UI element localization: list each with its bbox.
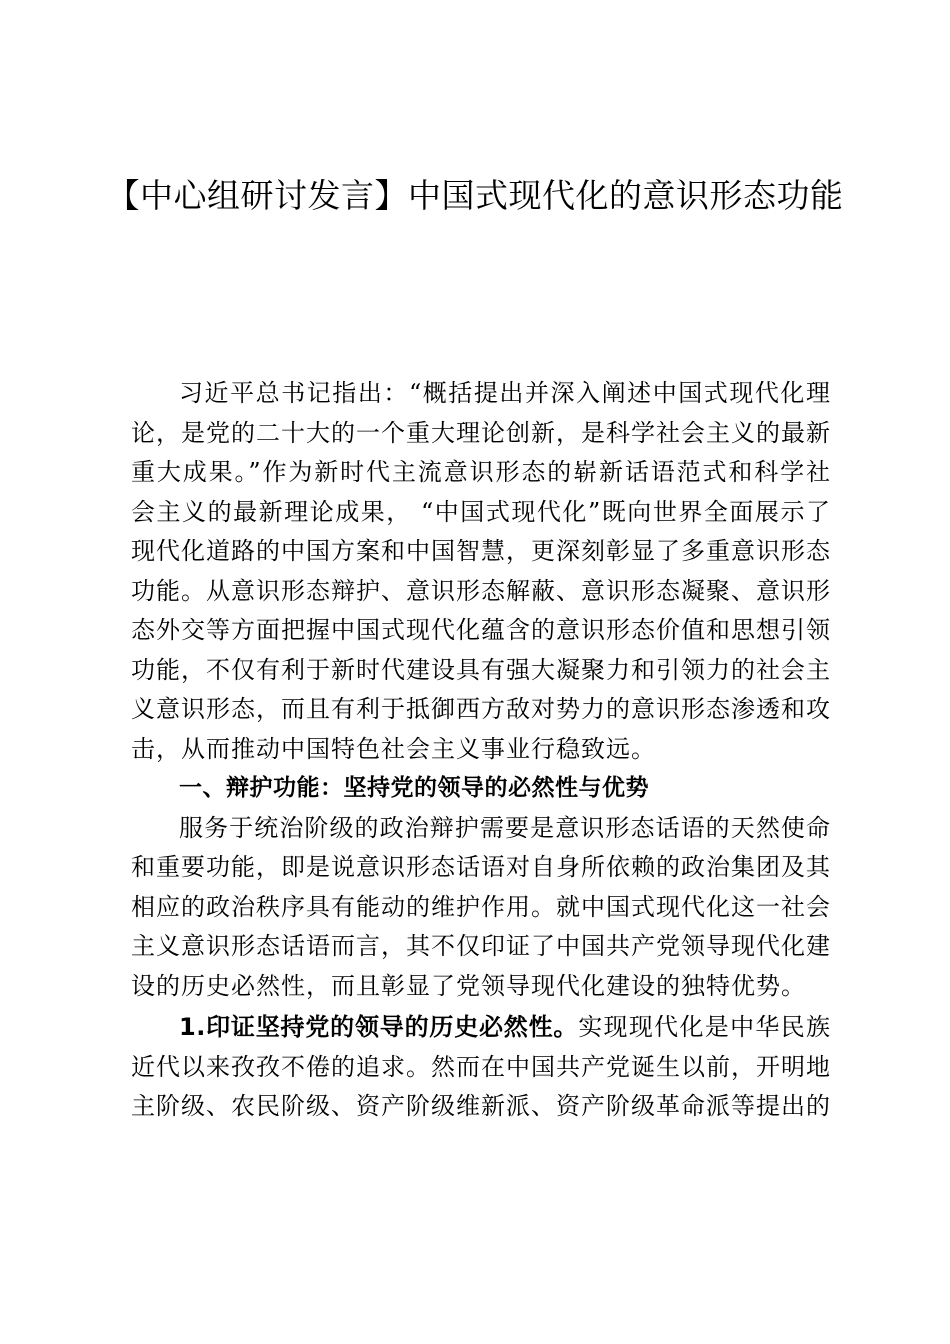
document-title: 【中心组研讨发言】中国式现代化的意识形态功能 [106, 176, 844, 215]
point-lead: 1.印证坚持党的领导的历史必然性。 [179, 1013, 579, 1041]
intro-paragraph: 习近平总书记指出：“概括提出并深入阐述中国式现代化理论，是党的二十大的一个重大理论创新，是科学社会主义的最新重大成果。”作为新时代主流意识形态的崭新话语范式和科学社会主义的最新理论成果， “中国式现代化”既向世界全面展示了现代化道路的中国方案和中国智慧，更深刻彰显了多重意识形态功能。从意识形态辩护、意识形态解蔽、意识形态凝聚、意识形态外交等方面把握中国式现代化蕴含的意识形态价值和思想引领功能，不仅有利于新时代建设具有强大凝聚力和引领力的社会主义意识形态，而且有利于抵御西方敌对势力的意识形态渗透和攻击，从而推动中国特色社会主义事业行稳致远。 [131, 379, 831, 763]
point-body: 实现现代化是中华民族近代以来孜孜不倦的追求。然而在中国共产党诞生以前，开明地主阶级、农民阶级、资产阶级维新派、资产阶级革命派等提出的 [131, 1013, 831, 1120]
section-paragraph: 服务于统治阶级的政治辩护需要是意识形态话语的天然使命和重要功能，即是说意识形态话语对自身所依赖的政治集团及其相应的政治秩序具有能动的维护作用。就中国式现代化这一社会主义意识形态话语而言，其不仅印证了中国共产党领导现代化建设的历史必然性，而且彰显了党领导现代化建设的独特优势。 [131, 813, 831, 1000]
point-paragraph [131, 1008, 831, 1127]
document-body [131, 374, 831, 1127]
section-heading: 一、辩护功能：坚持党的领导的必然性与优势 [179, 775, 649, 801]
